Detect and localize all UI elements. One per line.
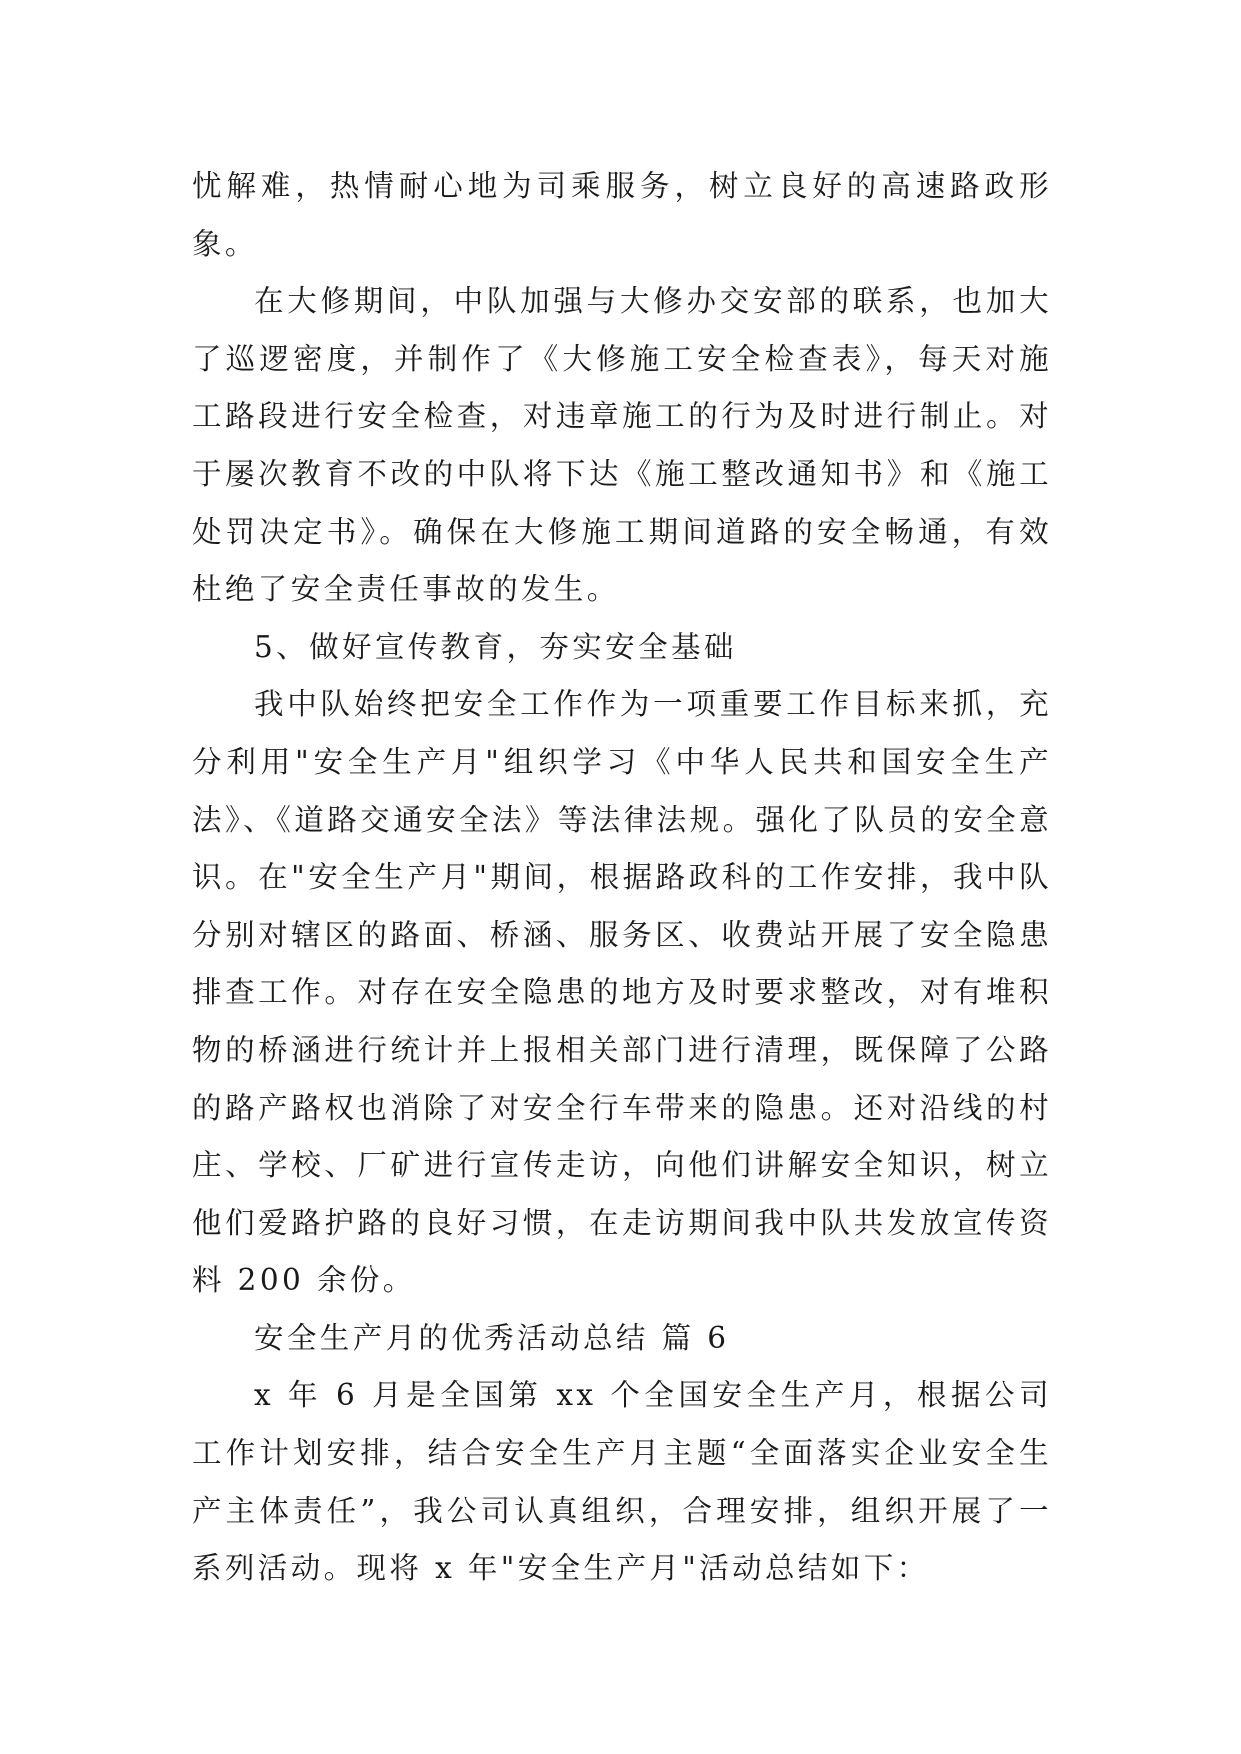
paragraph-continuation: 忧解难，热情耐心地为司乘服务，树立良好的高速路政形象。 bbox=[192, 169, 1052, 261]
document-body bbox=[192, 158, 1052, 1598]
article-title: 安全生产月的优秀活动总结 篇 6 bbox=[254, 1320, 730, 1355]
paragraph-intro: x 年 6 月是全国第 xx 个全国安全生产月，根据公司工作计划安排，结合安全生产月主题“全面落实企业安全生产主体责任”，我公司认真组织，合理安排，组织开展了一系列活动。现将 x 年"安全生产月"活动总结如下： bbox=[192, 1378, 1052, 1586]
paragraph-overhaul-period: 在大修期间，中队加强与大修办交安部的联系，也加大了巡逻密度，并制作了《大修施工安全检查表》，每天对施工路段进行安全检查，对违章施工的行为及时进行制止。对于屡次教育不改的中队将下达《施工整改通知书》和《施工处罚决定书》。确保在大修施工期间道路的安全畅通，有效杜绝了安全责任事故的发生。 bbox=[192, 284, 1052, 607]
paragraph-safety-work: 我中队始终把安全工作作为一项重要工作目标来抓，充分利用"安全生产月"组织学习《中华人民共和国安全生产法》、《道路交通安全法》等法律法规。强化了队员的安全意识。在"安全生产月"期间，根据路政科的工作安排，我中队分别对辖区的路面、桥涵、服务区、收费站开展了安全隐患排查工作。对存在安全隐患的地方及时要求整改，对有堆积物的桥涵进行统计并上报相关部门进行清理，既保障了公路的路产路权也消除了对安全行车带来的隐患。还对沿线的村庄、学校、厂矿进行宣传走访，向他们讲解安全知识，树立他们爱路护路的良好习惯，在走访期间我中队共发放宣传资料 200 余份。 bbox=[192, 687, 1052, 1298]
section-heading-publicity: 5、做好宣传教育，夯实安全基础 bbox=[254, 629, 737, 664]
